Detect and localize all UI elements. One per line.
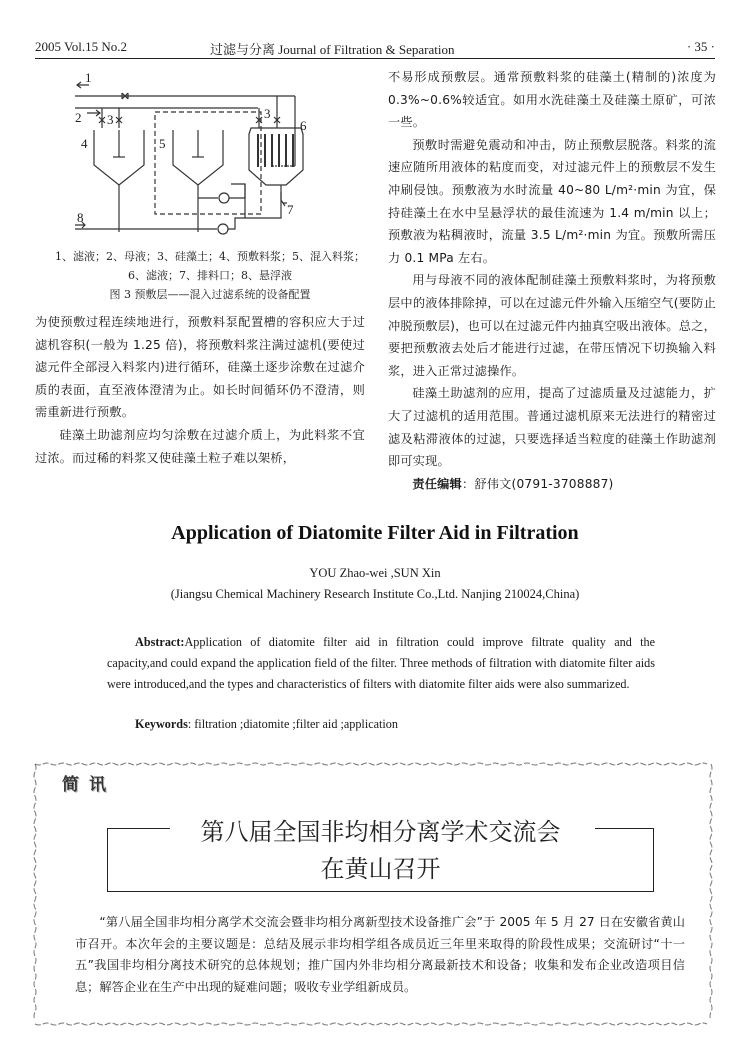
paragraph: 用与母液不同的液体配制硅藻土预敷料浆时，为将预敷层中的液体排除掉，可以在过滤元件外输入压缩空气(要防止冲脱预敷层)，也可以在过滤元件内抽真空吸出液体。总之，要把预敷液去处后才能进行过滤，在带压情况下切换输入料浆，进入正常过滤操作。 (388, 273, 716, 378)
english-keywords (135, 717, 398, 732)
news-title-line-2: 在黄山召开 (320, 855, 441, 883)
paragraph: 预敷时需避免震动和冲击，防止预敷层脱落。料浆的流速应随所用液体的粘度而变，对过滤元件上的预敷层不发生冲刷侵蚀。预敷液为水时流量 40~80 L/m²·min 为宜，保持硅藻土在水中呈悬浮状的最佳流速为 1.4 m/min 以上；预敷液为粘稠液时，流量 3.5 L/m²·min 为宜。预敷所需压力 0.1 MPa 左右。 (388, 137, 716, 265)
border-edge (34, 764, 36, 1020)
running-header (35, 36, 715, 59)
figure-legend-line-2: 6、滤液；7、排料口；8、悬浮液 (128, 269, 292, 282)
editor-label: 责任编辑 (412, 476, 462, 491)
paragraph: 硅藻土助滤剂的应用，提高了过滤质量及过滤能力，扩大了过滤机的适用范围。普通过滤机原来无法进行的精密过滤及粘滞液体的过滤，只要选择适当粒度的硅藻土作助滤剂即可实现。 (388, 386, 716, 469)
label-8: 8 (77, 210, 84, 225)
paragraph: 硅藻土助滤剂应均匀涂敷在过滤介质上，为此料浆不宜过浓。而过稀的料浆又使硅藻土粒子难以架桥， (35, 427, 365, 465)
label-7: 7 (287, 202, 294, 217)
label-6: 6 (300, 118, 307, 133)
news-section-tag: 简讯 (62, 775, 116, 795)
border-edge (35, 763, 707, 765)
english-abstract (107, 632, 655, 695)
keywords-text: : filtration ;diatomite ;filter aid ;application (187, 717, 398, 731)
editor-credit (388, 473, 716, 496)
border-edge (710, 764, 712, 1020)
news-body: “第八届全国非均相分离学术交流会暨非均相分离新型技术设备推广会”于 2005 年 5 月 27 日在安徽省黄山市召开。本次年会的主要议题是：总结及展示非均相学组各成员近三年里来取得的阶段性成果；交流研讨“十一五”我国非均相分离技术研究的总体规划；推广国内外非均相分离最新技术和设备；收集和发布企业改造项目信息；解答企业在生产中出现的疑难问题；吸收专业学组新成员。 (75, 915, 685, 994)
label-5: 5 (159, 136, 166, 151)
abstract-text: Application of diatomite filter aid in filtration could improve filtrate quality and the capacity,and could expand the application field of the filter. Three methods of filtration with diatomite filter aids were introduced,and the types and characteristics of filters with diatomite filter aids were also summarized. (107, 635, 655, 691)
figure-legend-line-1: 1、滤液；2、母液；3、硅藻土；4、预敷料浆；5、混入料浆； (55, 250, 365, 263)
keywords-label: Keywords (135, 717, 188, 731)
issue-info: 2005 Vol.15 No.2 (35, 39, 127, 54)
label-3b: 3 (264, 106, 271, 121)
page-number: · 35 · (686, 39, 715, 54)
arrow-2 (87, 110, 100, 116)
paragraph: 不易形成预敷层。通常预敷料浆的硅藻土(精制的)浓度为 0.3%~0.6%较适宜。如用水洗硅藻土及硅藻土原矿，可浓一些。 (388, 70, 716, 130)
english-title: Application of Diatomite Filter Aid in Filtration (171, 522, 579, 544)
equipment-diagram (75, 72, 365, 242)
left-column (35, 311, 365, 469)
pump-icon (219, 193, 229, 203)
english-affiliation: (Jiangsu Chemical Machinery Research Institute Co.,Ltd. Nanjing 210024,China) (170, 587, 580, 601)
pump-icon (218, 224, 228, 234)
editor-value: ：舒伟文(0791-3708887) (461, 476, 614, 491)
label-4: 4 (81, 136, 88, 151)
paragraph: 为使预敷过程连续地进行，预敷料泵配置槽的容积应大于过滤机容积(一般为 1.25 倍)，将预敷料浆注满过滤机(要使过滤元件全部浸入料浆内)进行循环，硅藻土逐步涂敷在过滤介质的表面，直至液体澄清为止。如长时间循环仍不澄清，则需重新进行预敷。 (35, 315, 365, 420)
label-3a: 3 (107, 112, 114, 127)
border-edge (35, 1023, 707, 1025)
news-title-line-1: 第八届全国非均相分离学术交流会 (200, 818, 561, 846)
abstract-label: Abstract: (135, 635, 185, 649)
label-1: 1 (85, 72, 92, 85)
english-authors: YOU Zhao-wei ,SUN Xin (309, 566, 441, 580)
label-2: 2 (75, 110, 82, 125)
figure-caption: 图 3 预敷层——混入过滤系统的设备配置 (109, 288, 311, 301)
right-column (388, 66, 716, 495)
figure-3-diagram (75, 72, 365, 242)
journal-name: 过滤与分离 Journal of Filtration & Separation (210, 42, 455, 57)
